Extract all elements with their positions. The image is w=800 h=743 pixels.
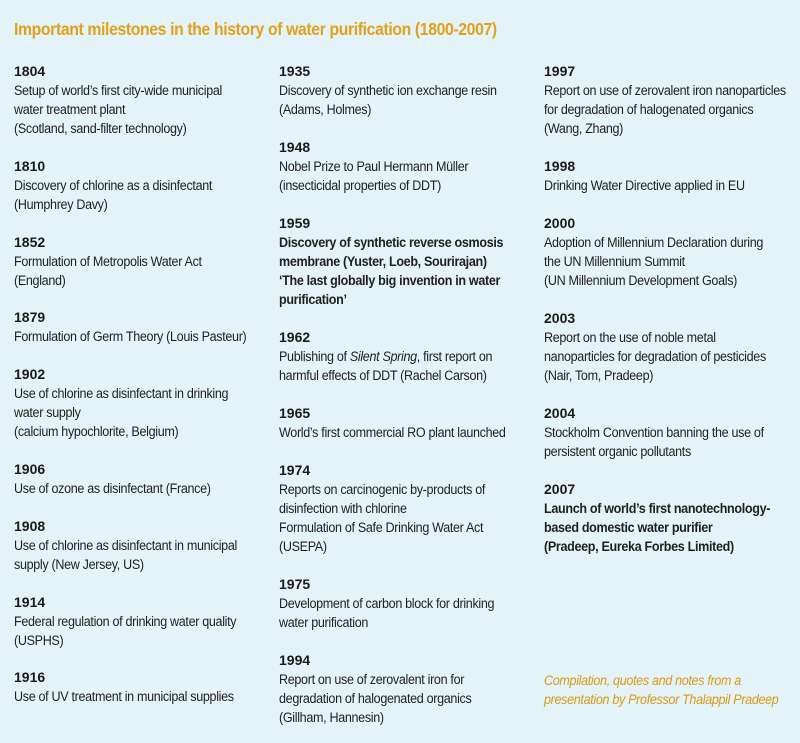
milestone-text: Reports on carcinogenic by-products of disinfection with chlorine Formulation of Safe Drinking Water Act (USEPA): [279, 482, 486, 554]
milestone-text: Report on use of zerovalent iron for degradation of halogenated organics (Gillham, Hannesin): [279, 672, 472, 725]
milestone-year: 1810: [14, 157, 46, 174]
milestone-2000: [544, 214, 800, 290]
milestone-year: 1852: [14, 233, 46, 250]
milestone-text: Development of carbon block for drinking water purification: [279, 596, 495, 630]
milestone-1902: [14, 365, 276, 441]
milestone-1804: [14, 62, 276, 138]
milestone-1906: [14, 460, 276, 498]
milestone-year: 1879: [14, 309, 46, 326]
milestone-year: 1948: [279, 139, 311, 155]
milestone-1810: [14, 157, 276, 214]
milestone-text: Drinking Water Directive applied in EU: [544, 178, 745, 193]
milestone-1994: [279, 651, 541, 727]
book-title: Silent Spring: [349, 349, 417, 364]
milestone-text: Use of chlorine as disinfectant in drinking water supply (calcium hypochlorite, Belgium): [14, 386, 229, 440]
milestone-1948: [279, 138, 541, 195]
milestone-year: 2004: [544, 405, 576, 421]
milestone-1975: [279, 575, 541, 632]
milestone-year: 1902: [14, 366, 46, 383]
milestone-text: Stockholm Convention banning the use of persistent organic pollutants: [544, 425, 764, 459]
milestone-text: World’s first commercial RO plant launched: [279, 425, 506, 440]
milestone-year: 1935: [279, 63, 311, 79]
milestone-text: Report on use of zerovalent iron nanoparticles for degradation of halogenated organics (Wang, Zhang): [544, 83, 786, 136]
milestone-text: Federal regulation of drinking water quality (USPHS): [14, 613, 237, 648]
milestone-text: Discovery of synthetic reverse osmosis membrane (Yuster, Loeb, Sourirajan) ‘The last globally big invention in water purification’: [279, 235, 504, 307]
milestone-1914: [14, 593, 276, 650]
milestone-1935: [279, 62, 541, 119]
milestone-year: 1962: [279, 329, 311, 345]
milestone-text: Adoption of Millennium Declaration during the UN Millennium Summit (UN Millennium Development Goals): [544, 235, 764, 288]
milestone-year: 1914: [14, 593, 46, 610]
milestone-year: 1965: [279, 405, 311, 421]
milestone-1965: [279, 404, 541, 442]
milestone-1879: [14, 308, 276, 346]
milestone-1908: [14, 517, 276, 574]
milestone-text: Formulation of Germ Theory (Louis Pasteur): [14, 329, 247, 345]
milestone-2004: [544, 404, 800, 461]
milestone-year: 1804: [14, 63, 46, 79]
milestone-year: 1998: [544, 158, 576, 174]
milestone-text: Setup of world’s first city-wide municipal water treatment plant (Scotland, sand-filter technology): [14, 83, 222, 136]
milestone-1916: [14, 668, 276, 706]
milestone-year: 1975: [279, 576, 311, 592]
milestone-text: Use of chlorine as disinfectant in municipal supply (New Jersey, US): [14, 537, 237, 572]
milestone-year: 1908: [14, 517, 46, 534]
timeline-column-2: [279, 62, 541, 743]
milestone-year: 2007: [544, 481, 576, 497]
milestone-text: Nobel Prize to Paul Hermann Müller (insecticidal properties of DDT): [279, 159, 469, 193]
milestone-text: [279, 347, 540, 385]
milestone-text: Formulation of Metropolis Water Act (England): [14, 253, 202, 288]
milestone-year: 1959: [279, 215, 311, 231]
milestone-text: Discovery of synthetic ion exchange resin (Adams, Holmes): [279, 83, 497, 117]
milestone-text: Report on the use of noble metal nanoparticles for degradation of pesticides (Nair, Tom, Pradeep): [544, 330, 766, 383]
milestone-year: 2003: [544, 310, 576, 326]
source-note: Compilation, quotes and notes from a presentation by Professor Thalappil Pradeep: [544, 673, 779, 707]
milestone-text: Use of UV treatment in municipal supplies: [14, 689, 234, 705]
milestone-year: 2000: [544, 215, 576, 231]
milestone-year: 1994: [279, 652, 311, 668]
milestone-year: 1997: [544, 63, 576, 79]
timeline-column-1: [14, 62, 276, 725]
page-title: Important milestones in the history of water purification (1800-2007): [14, 19, 497, 39]
milestone-2003: [544, 309, 800, 385]
milestone-1959: [279, 214, 541, 309]
milestone-1962: [279, 328, 541, 385]
milestone-text: Launch of world’s first nanotechnology- based domestic water purifier (Pradeep, Eureka Forbes Limited): [544, 501, 771, 554]
milestone-text: Use of ozone as disinfectant (France): [14, 480, 211, 496]
milestone-year: 1974: [279, 462, 311, 478]
milestone-year: 1906: [14, 460, 46, 477]
timeline-column-3: [544, 62, 800, 575]
milestone-2007: [544, 480, 800, 556]
milestone-year: 1916: [14, 669, 46, 686]
milestone-1974: [279, 461, 541, 556]
milestone-1998: [544, 157, 800, 195]
milestone-1997: [544, 62, 800, 138]
milestone-text-after: , first report on harmful effects of DDT (Rachel Carson): [279, 349, 493, 383]
milestone-1852: [14, 233, 276, 290]
milestone-text-before: Publishing of: [279, 349, 350, 364]
milestone-text: Discovery of chlorine as a disinfectant (Humphrey Davy): [14, 177, 213, 212]
